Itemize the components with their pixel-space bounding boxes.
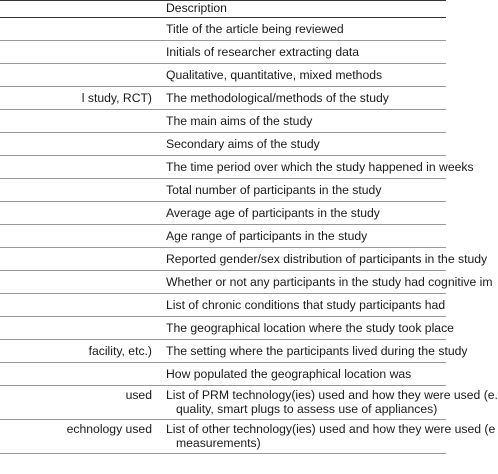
description-text: Average age of participants in the study [166, 206, 380, 220]
description-text: Age range of participants in the study [166, 229, 368, 243]
table-body [0, 18, 498, 454]
table-row [0, 294, 446, 317]
table-row [0, 64, 446, 87]
table-row [0, 41, 446, 64]
table-row [0, 110, 446, 133]
table-row [0, 271, 446, 294]
item-cell: l study, RCT) [0, 87, 158, 110]
description-text: The main aims of the study [166, 114, 313, 128]
description-cell [158, 248, 488, 271]
description-text: Initials of researcher extracting data [166, 45, 360, 59]
table-row [0, 225, 446, 248]
column-header-description: Description [158, 1, 446, 18]
description-text: The geographical location where the study took place [166, 321, 454, 335]
description-text-continued: measurements) [176, 436, 261, 450]
item-cell: echnology used [0, 420, 158, 454]
description-text: Total number of participants in the study [166, 183, 382, 197]
description-text: List of chronic conditions that study participants had [166, 298, 446, 312]
item-cell [0, 317, 158, 340]
item-cell [0, 64, 158, 87]
table-row [0, 87, 446, 110]
description-cell [158, 202, 446, 225]
item-cell: facility, etc.) [0, 340, 158, 363]
item-cell [0, 248, 158, 271]
item-cell [0, 225, 158, 248]
item-cell [0, 18, 158, 41]
description-text: Qualitative, quantitative, mixed methods [166, 68, 383, 82]
description-cell [158, 133, 446, 156]
item-cell [0, 179, 158, 202]
description-cell [158, 225, 446, 248]
table-row [0, 248, 446, 271]
item-cell: used [0, 386, 158, 420]
description-cell [158, 271, 493, 294]
table-row [0, 386, 446, 420]
description-cell [158, 64, 446, 87]
item-cell [0, 202, 158, 225]
description-cell [158, 363, 446, 386]
table-row [0, 156, 446, 179]
item-cell [0, 110, 158, 133]
item-cell [0, 294, 158, 317]
item-cell [0, 41, 158, 64]
description-cell [158, 294, 446, 317]
description-text: Secondary aims of the study [166, 137, 320, 151]
item-cell [0, 156, 158, 179]
table-row [0, 317, 446, 340]
description-text: List of PRM technology(ies) used and how they were used (e. [166, 388, 498, 402]
description-text: How populated the geographical location was [166, 367, 412, 381]
table-row [0, 363, 446, 386]
item-cell [0, 133, 158, 156]
table-row [0, 202, 446, 225]
column-header-item [0, 1, 158, 18]
description-cell [158, 179, 446, 202]
table-row [0, 420, 446, 454]
description-cell [158, 41, 446, 64]
description-cell [158, 386, 498, 420]
table-row [0, 18, 446, 41]
item-cell [0, 363, 158, 386]
table-header-row [0, 1, 446, 18]
description-text: Whether or not any participants in the study had cognitive im [166, 275, 493, 289]
description-text: The methodological/methods of the study [166, 91, 389, 105]
description-cell [158, 156, 474, 179]
description-cell [158, 110, 446, 133]
description-text: Title of the article being reviewed [166, 22, 344, 36]
description-text: The time period over which the study happened in weeks [166, 160, 474, 174]
description-cell [158, 340, 468, 363]
description-text: The setting where the participants lived during the study [166, 344, 468, 358]
item-cell [0, 271, 158, 294]
description-text: Reported gender/sex distribution of participants in the study [166, 252, 488, 266]
description-cell [158, 87, 446, 110]
description-text: List of other technology(ies) used and how they were used (e [166, 422, 496, 436]
description-text-continued: quality, smart plugs to assess use of appliances) [176, 402, 438, 416]
table-row [0, 340, 446, 363]
table-row [0, 179, 446, 202]
table-row [0, 133, 446, 156]
description-cell [158, 420, 496, 454]
description-cell [158, 317, 454, 340]
description-cell [158, 18, 446, 41]
